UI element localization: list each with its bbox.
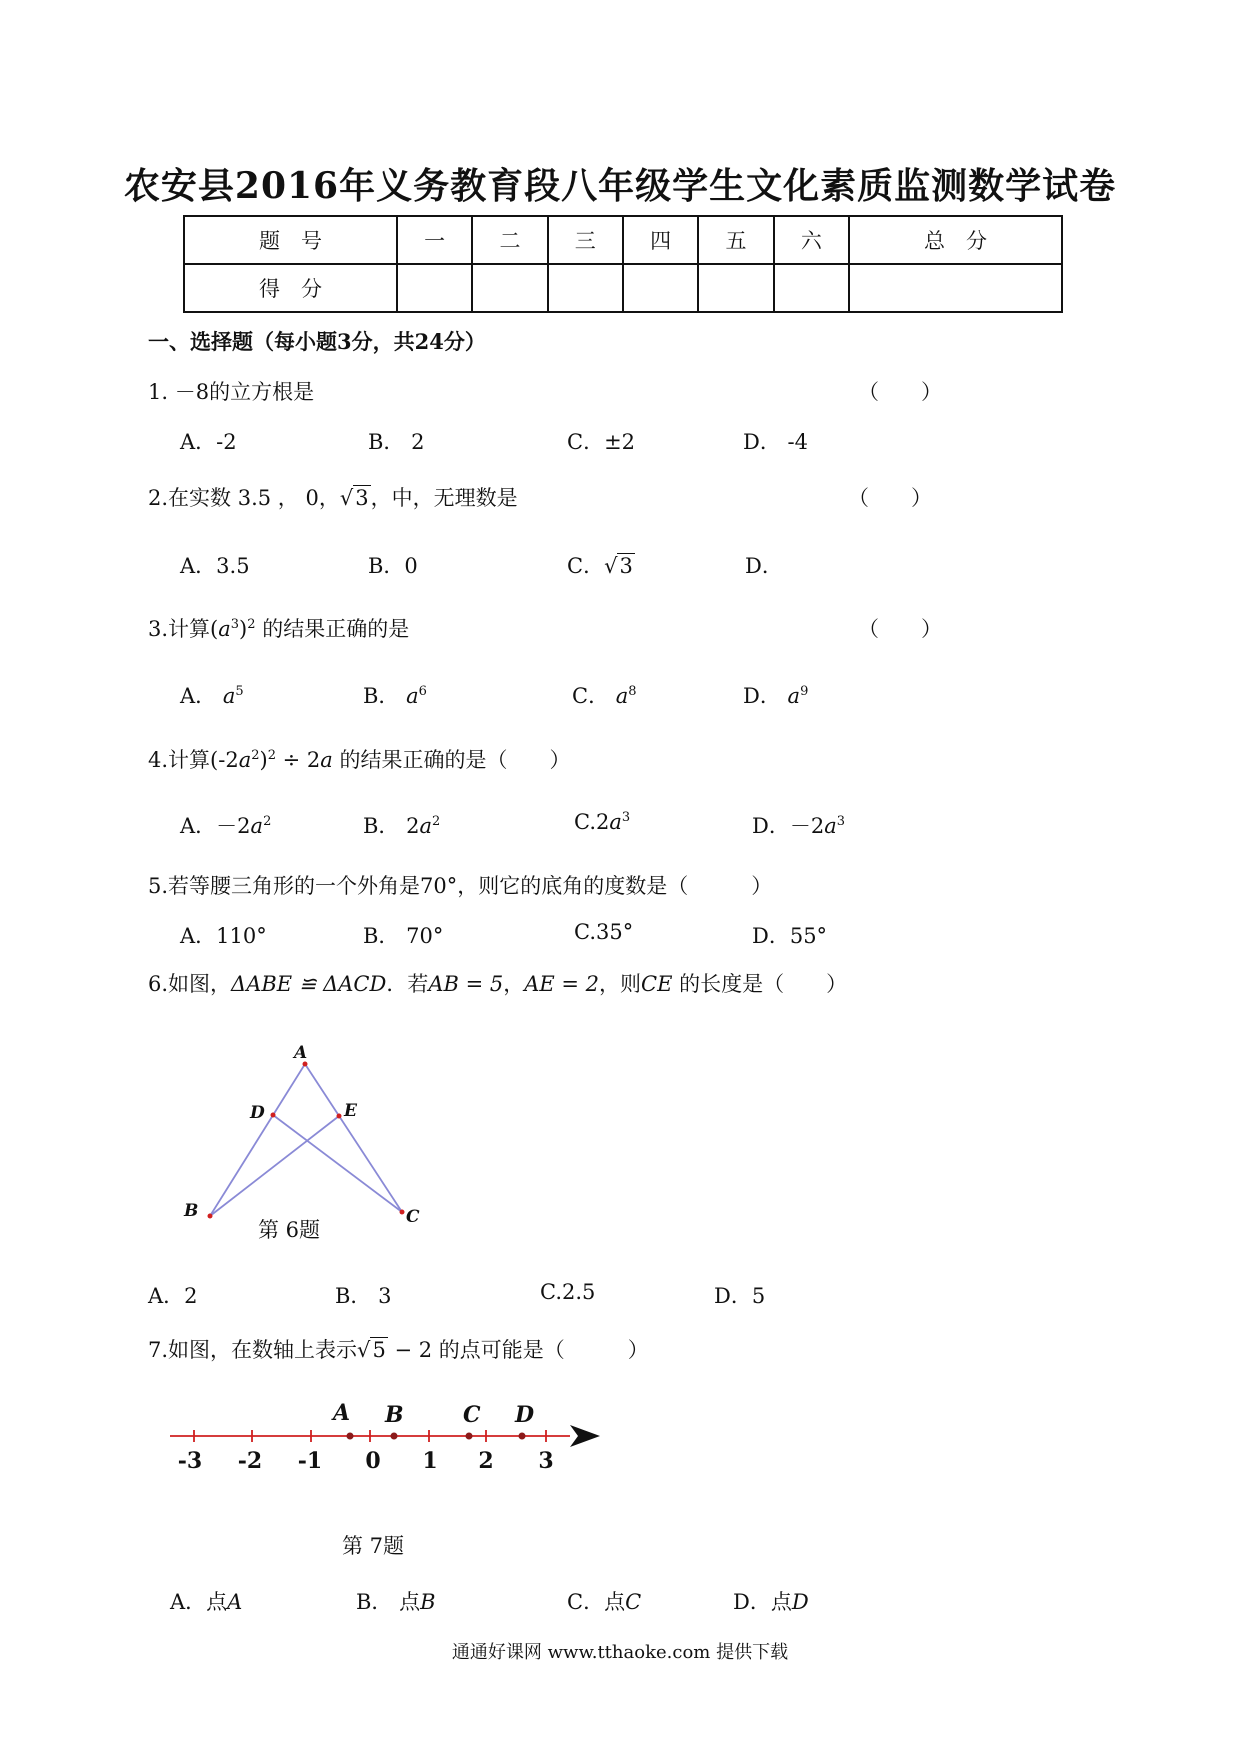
exponent: 2 — [267, 748, 276, 763]
q6-post: 的长度是（ ） — [672, 972, 848, 996]
score-row-label: 得 分 — [184, 264, 397, 312]
question-3-text — [148, 613, 409, 643]
score-header-cell: 总 分 — [849, 216, 1062, 264]
score-header-cell: 六 — [774, 216, 849, 264]
q7-post: − 2 的点可能是（ ） — [387, 1338, 649, 1362]
tick-label: 0 — [365, 1448, 381, 1474]
tick-label: 2 — [478, 1448, 494, 1474]
variable: a — [615, 684, 629, 708]
exponent: 3 — [621, 810, 631, 825]
section-heading: 一、选择题（每小题3分，共24分） — [148, 329, 486, 354]
score-header-cell: 一 — [397, 216, 472, 264]
option-letter: D． — [743, 684, 781, 708]
option-c[interactable] — [567, 1586, 641, 1616]
segment-ac — [305, 1064, 402, 1212]
option-letter: B． — [363, 684, 400, 708]
radicand: 3 — [355, 486, 369, 510]
exponent: 2 — [432, 814, 441, 829]
triangle-figure — [170, 1040, 450, 1240]
option-a[interactable]: A．3.5 — [180, 554, 250, 578]
figure-6-caption: 第 6题 — [258, 1218, 321, 1242]
option-d[interactable] — [743, 680, 808, 710]
vertex-e — [337, 1114, 342, 1119]
answer-paren[interactable]: （ ） — [848, 486, 932, 510]
tick-label: 3 — [538, 1448, 554, 1474]
option-b[interactable]: B． 3 — [335, 1284, 392, 1308]
question-5-text: 5.若等腰三角形的一个外角是70°，则它的底角的度数是（ ） — [148, 874, 773, 898]
option-letter: A．点 — [170, 1590, 228, 1614]
option-letter: D．点 — [733, 1590, 792, 1614]
option-a[interactable]: A．2 — [148, 1284, 198, 1308]
option-d[interactable]: D．55° — [752, 924, 828, 948]
variable: a — [787, 684, 801, 708]
q2-post: ，中，无理数是 — [370, 486, 518, 510]
score-cell[interactable] — [774, 264, 849, 312]
score-cell[interactable] — [397, 264, 472, 312]
point-label-d: D — [515, 1402, 535, 1428]
option-a[interactable]: A．-2 — [180, 430, 237, 454]
q4-post: 的结果正确的是（ ） — [332, 748, 571, 772]
option-letter: A． — [180, 684, 217, 708]
option-b[interactable] — [356, 1586, 436, 1616]
option-d[interactable]: D．5 — [714, 1284, 766, 1308]
vertex-b — [208, 1214, 213, 1219]
point-d — [519, 1433, 526, 1440]
segment-dc — [273, 1115, 402, 1212]
option-c[interactable] — [572, 680, 637, 710]
vertex-d — [271, 1113, 276, 1118]
question-7-text: 7.如图，在数轴上表示√5 − 2 的点可能是（ ） — [148, 1338, 649, 1362]
score-table — [183, 215, 1063, 313]
exponent: 3 — [230, 617, 240, 632]
option-letter: C． — [567, 554, 605, 578]
q2-pre: 2.在实数 3.5 ， 0， — [148, 486, 340, 510]
segment-be — [210, 1116, 339, 1216]
tick-label: 1 — [422, 1448, 438, 1474]
option-letter: C.2 — [574, 810, 610, 834]
option-letter: B． 点 — [356, 1590, 421, 1614]
score-header-cell: 四 — [623, 216, 698, 264]
segment-ce: CE — [641, 972, 673, 996]
option-letter: C．点 — [567, 1590, 626, 1614]
radicand: 5 — [372, 1338, 386, 1362]
radicand: 3 — [619, 554, 633, 578]
point-b — [391, 1433, 398, 1440]
division: ÷ 2 — [275, 748, 321, 772]
exponent: 3 — [836, 814, 846, 829]
number-line-figure — [160, 1390, 610, 1480]
variable: A — [227, 1590, 243, 1614]
label-a: A — [294, 1043, 308, 1063]
variable: a — [406, 684, 419, 708]
q6-text: ，则 — [599, 972, 642, 996]
exponent: 2 — [247, 617, 256, 632]
variable: a — [222, 684, 236, 708]
option-c[interactable]: C.2.5 — [540, 1280, 596, 1304]
q4-pre: 4.计算(-2 — [148, 748, 239, 772]
option-c[interactable]: C．√3 — [567, 554, 633, 578]
q6-text: ， — [503, 972, 525, 996]
vertex-c — [400, 1210, 405, 1215]
tick-label: -1 — [297, 1448, 323, 1474]
label-d: D — [250, 1103, 265, 1123]
tick-label: -3 — [177, 1448, 203, 1474]
variable: a — [609, 810, 622, 834]
point-label-b: B — [385, 1402, 404, 1428]
q6-text: ．若 — [386, 972, 429, 996]
question-6-text — [148, 968, 847, 998]
q3-pre: 3.计算( — [148, 617, 219, 641]
option-a[interactable]: A．110° — [180, 924, 267, 948]
score-header-cell: 题 号 — [184, 216, 397, 264]
option-d[interactable] — [752, 810, 845, 840]
option-b[interactable] — [363, 810, 440, 840]
label-c: C — [406, 1207, 420, 1227]
variable: a — [238, 748, 252, 772]
option-b[interactable] — [363, 680, 427, 710]
option-a[interactable] — [180, 810, 271, 840]
tick-label: -2 — [237, 1448, 263, 1474]
page-title: 农安县2016年义务教育段八年级学生文化素质监测数学试卷 — [123, 165, 1117, 207]
q6-pre: 6.如图， — [148, 972, 232, 996]
segment-ab — [210, 1064, 305, 1216]
option-d[interactable]: D． — [745, 554, 783, 578]
variable: a — [218, 617, 231, 641]
q3-post: 的结果正确的是 — [255, 617, 410, 641]
option-b[interactable]: B．0 — [368, 554, 418, 578]
paren-close: ) — [239, 617, 248, 641]
option-letter: C． — [572, 684, 610, 708]
answer-paren[interactable]: （ ） — [858, 617, 942, 641]
option-c[interactable]: C.35° — [574, 920, 634, 944]
question-2-text: 2.在实数 3.5 ， 0，√3，中，无理数是 — [148, 486, 518, 510]
score-cell[interactable] — [623, 264, 698, 312]
question-1-text: 1. －8的立方根是 — [148, 380, 315, 404]
variable: B — [420, 1590, 436, 1614]
variable: C — [625, 1590, 642, 1614]
option-letter: D．－2 — [752, 814, 825, 838]
point-c — [466, 1433, 473, 1440]
exponent: 9 — [800, 684, 809, 699]
option-d[interactable]: D． -4 — [743, 430, 808, 454]
score-cell[interactable] — [698, 264, 773, 312]
paren-close: ) — [259, 748, 268, 772]
point-a — [347, 1433, 354, 1440]
point-label-c: C — [463, 1402, 481, 1428]
score-table-header-row — [184, 216, 1062, 264]
score-cell[interactable] — [548, 264, 623, 312]
option-c[interactable]: C．±2 — [567, 430, 636, 454]
exponent: 2 — [263, 814, 272, 829]
option-letter: B． 2 — [363, 814, 420, 838]
footer-text: 通通好课网 www.tthaoke.com 提供下载 — [451, 1642, 789, 1663]
point-label-a: A — [333, 1400, 351, 1426]
option-b[interactable]: B． 70° — [363, 924, 444, 948]
score-header-cell: 五 — [698, 216, 773, 264]
figure-7-caption: 第 7题 — [342, 1534, 405, 1558]
score-table-score-row — [184, 264, 1062, 312]
variable: a — [419, 814, 432, 838]
score-header-cell: 二 — [472, 216, 547, 264]
option-letter: A．－2 — [180, 814, 251, 838]
label-e: E — [344, 1101, 357, 1121]
q7-pre: 7.如图，在数轴上表示 — [148, 1338, 358, 1362]
variable: a — [320, 748, 333, 772]
congruence-expression: ΔABE ≌ ΔACD — [231, 972, 387, 996]
score-header-cell: 三 — [548, 216, 623, 264]
given-ae: AE = 2 — [524, 972, 600, 996]
exponent: 5 — [235, 684, 244, 699]
label-b: B — [184, 1201, 199, 1221]
option-d[interactable] — [733, 1586, 809, 1616]
question-4-text — [148, 744, 571, 774]
exponent: 6 — [418, 684, 427, 699]
exponent: 8 — [628, 684, 637, 699]
option-c[interactable] — [574, 810, 630, 834]
variable: D — [791, 1590, 809, 1614]
given-ab: AB = 5 — [428, 972, 504, 996]
score-cell[interactable] — [472, 264, 547, 312]
score-cell[interactable] — [849, 264, 1062, 312]
answer-paren[interactable]: （ ） — [858, 380, 942, 404]
arrowhead-icon — [570, 1425, 600, 1447]
option-a[interactable] — [170, 1586, 242, 1616]
option-a[interactable] — [180, 680, 244, 710]
variable: a — [824, 814, 837, 838]
exponent: 2 — [251, 748, 260, 763]
variable: a — [250, 814, 264, 838]
option-b[interactable]: B． 2 — [368, 430, 425, 454]
